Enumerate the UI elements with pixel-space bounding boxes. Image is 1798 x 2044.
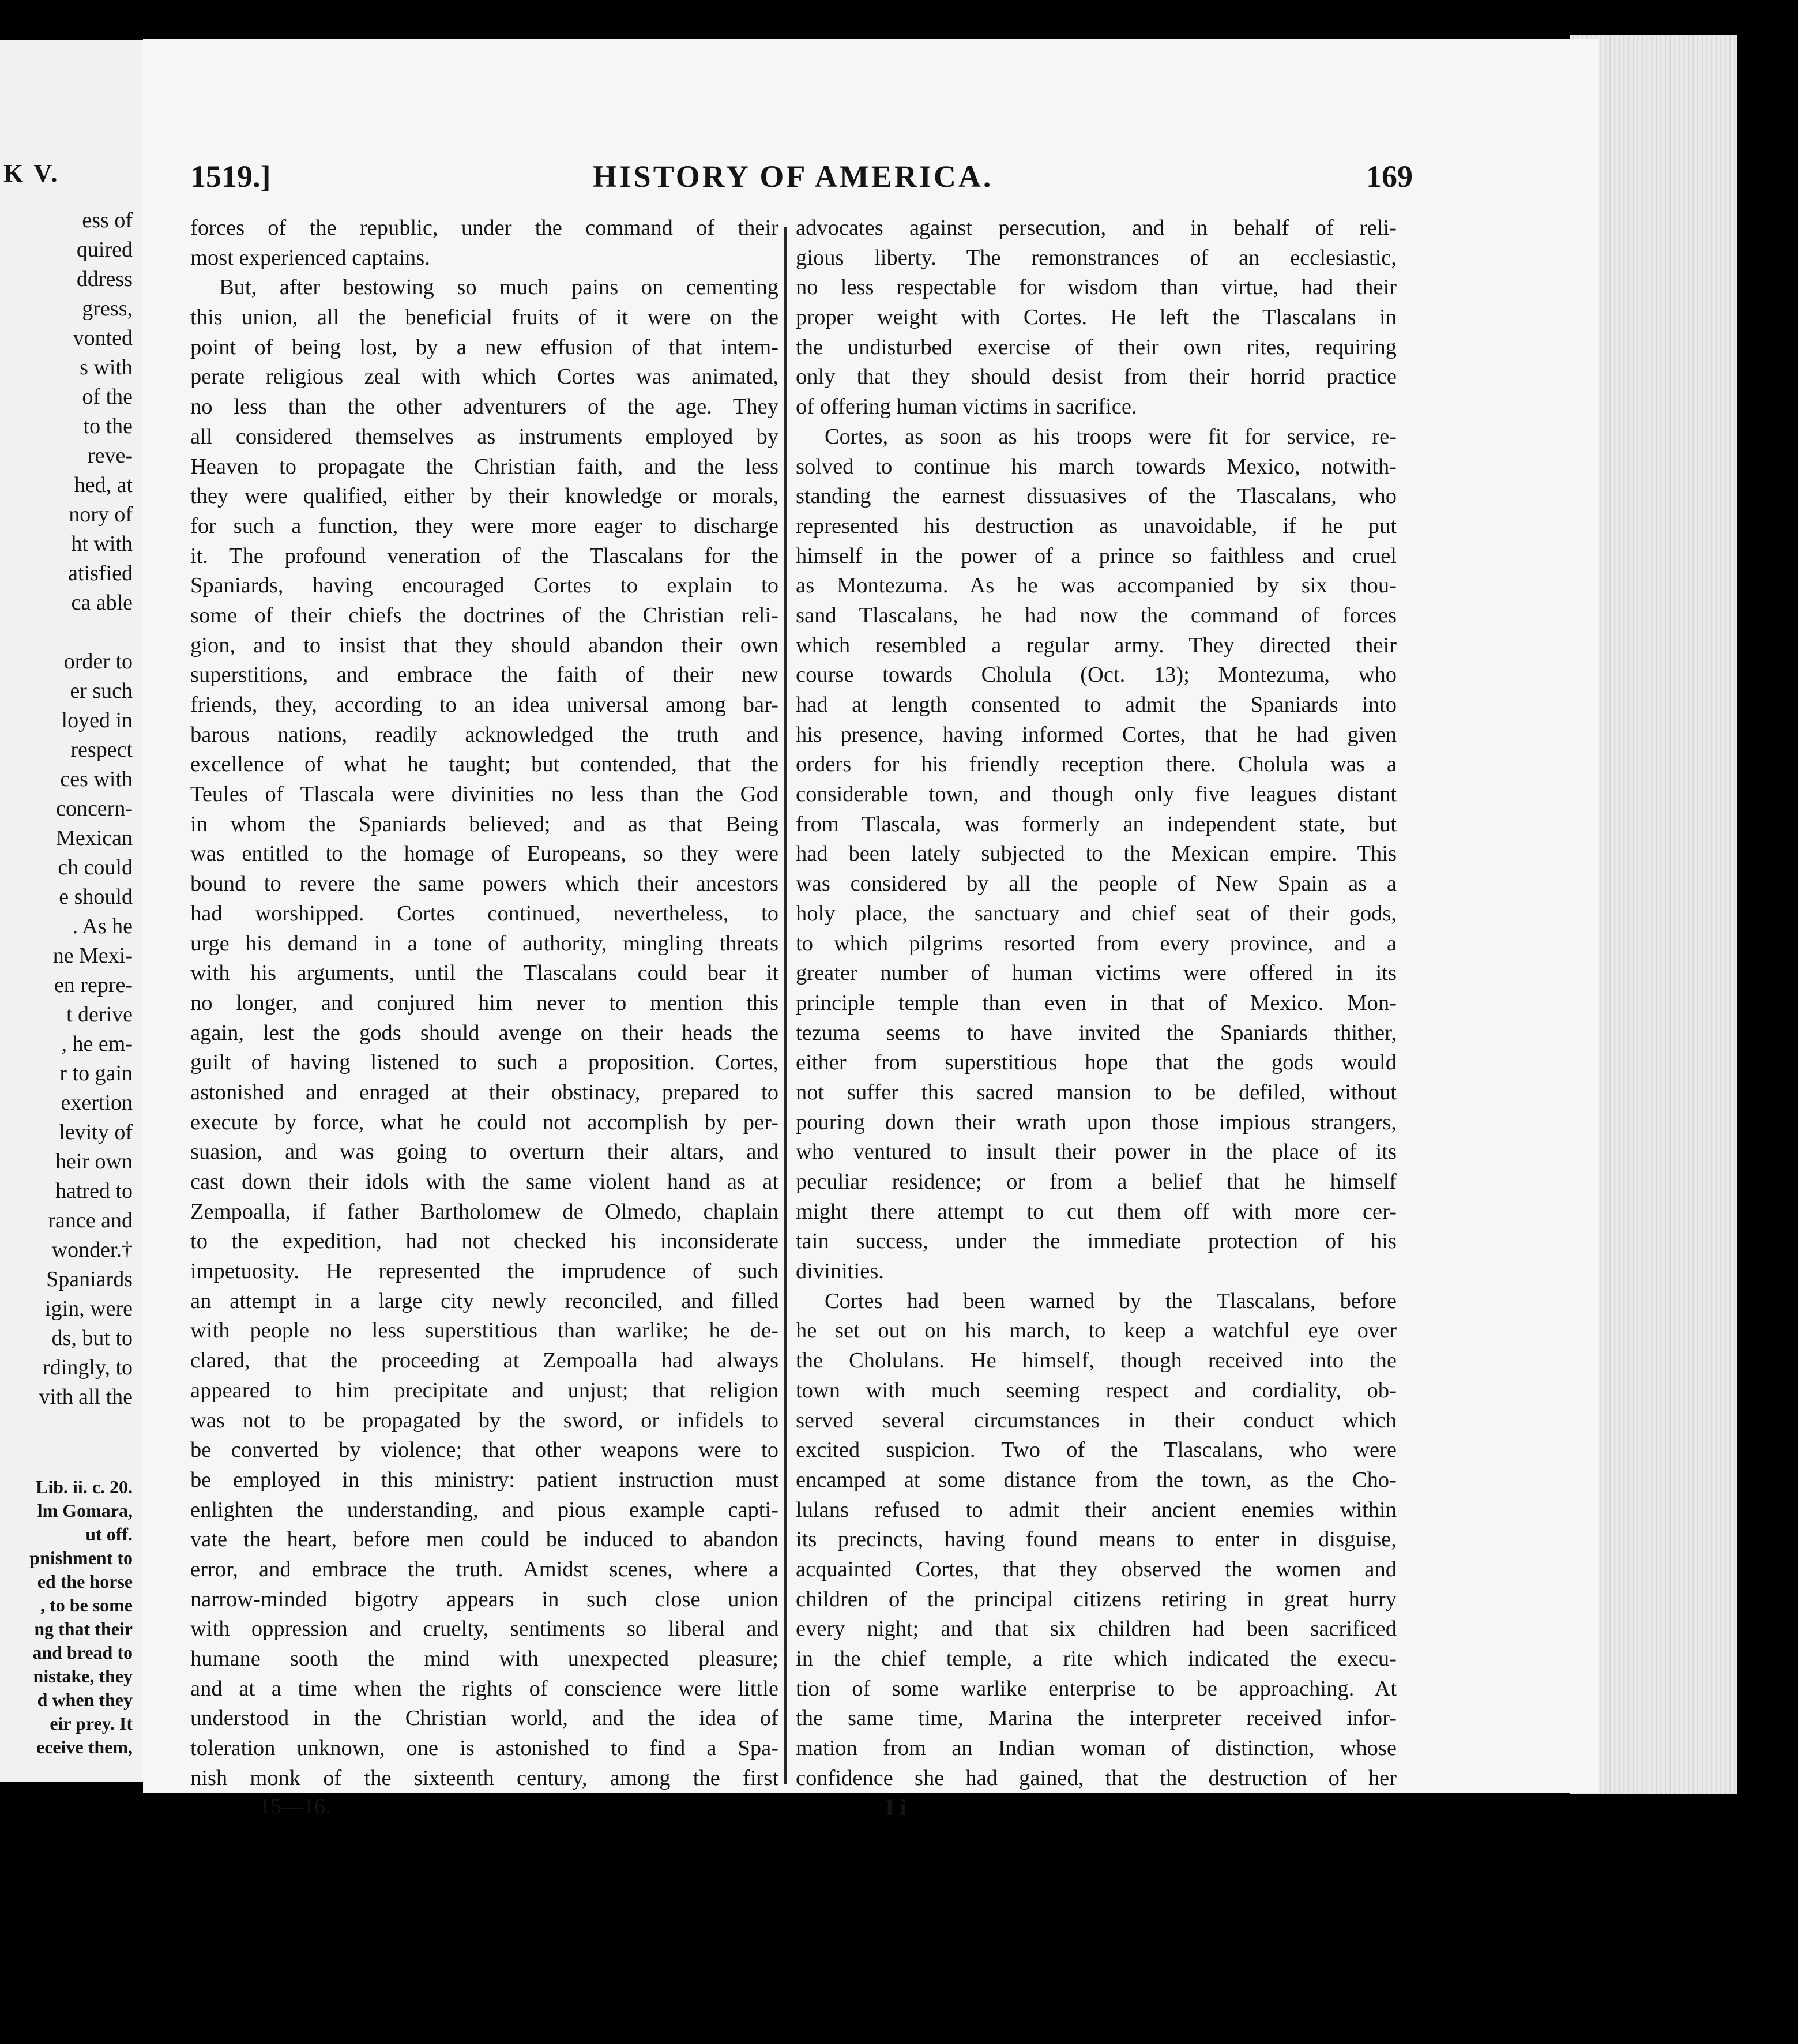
facing-page-line: e should bbox=[59, 885, 133, 909]
facing-page-line bbox=[0, 619, 143, 649]
text-line: cast down their idols with the same violent hand as at bbox=[190, 1170, 778, 1194]
text-line: orders for his friendly reception there. Cholula was a bbox=[796, 752, 1397, 777]
text-line: peculiar residence; or from a belief that he himself bbox=[796, 1170, 1397, 1194]
facing-page-line: exertion bbox=[61, 1091, 133, 1115]
text-line: the undisturbed exercise of their own rites, requiring bbox=[796, 335, 1397, 359]
text-line: not suffer this sacred mansion to be defiled, without bbox=[796, 1080, 1397, 1104]
facing-page-line: Spaniards bbox=[46, 1267, 133, 1291]
facing-page-line: order to bbox=[63, 649, 133, 674]
right-column-text bbox=[796, 213, 1397, 1793]
text-line: divinities. bbox=[796, 1259, 884, 1284]
facing-page-line: to the bbox=[83, 414, 133, 438]
text-line: might there attempt to cut them off with more cer- bbox=[796, 1199, 1397, 1224]
text-line: Heaven to propagate the Christian faith, and the less bbox=[190, 454, 778, 479]
text-line: advocates against persecution, and in behalf of reli- bbox=[796, 216, 1397, 240]
text-line: standing the earnest dissuasives of the Tlascalans, who bbox=[796, 484, 1397, 509]
facing-page-line: ds, but to bbox=[51, 1326, 133, 1350]
text-line: it. The profound veneration of the Tlascalans for the bbox=[190, 543, 778, 568]
text-line: excellence of what he taught; but contended, that the bbox=[190, 752, 778, 777]
text-line: no longer, and conjured him never to mention this bbox=[190, 990, 778, 1015]
facing-page-line: rdingly, to bbox=[43, 1355, 133, 1380]
text-line: town with much seeming respect and cordiality, ob- bbox=[796, 1378, 1397, 1403]
text-line: clared, that the proceeding at Zempoalla had always bbox=[190, 1348, 778, 1373]
facing-page-line: of the bbox=[82, 385, 133, 409]
facing-page-line: respect bbox=[70, 738, 133, 762]
text-line: holy place, the sanctuary and chief seat of their gods, bbox=[796, 901, 1397, 926]
facing-page-line: d when they bbox=[37, 1689, 133, 1710]
text-line: which resembled a regular army. They directed their bbox=[796, 633, 1397, 657]
text-line: nish monk of the sixteenth century, among the first bbox=[190, 1765, 778, 1790]
text-line: who ventured to insult their power in the place of its bbox=[796, 1140, 1397, 1164]
text-line: no less respectable for wisdom than virtue, had their bbox=[796, 275, 1397, 300]
facing-page-line: ch could bbox=[58, 855, 133, 880]
facing-page-line: ces with bbox=[60, 767, 133, 791]
facing-page-line: ng that their bbox=[34, 1618, 133, 1639]
text-line: acquainted Cortes, that they observed the women and bbox=[796, 1557, 1397, 1581]
text-line: encamped at some distance from the town, as the Cho- bbox=[796, 1467, 1397, 1492]
facing-page-line: , to be some bbox=[40, 1595, 133, 1615]
facing-page-line: reve- bbox=[87, 444, 133, 468]
text-line: again, lest the gods should avenge on their heads the bbox=[190, 1020, 778, 1045]
facing-page-line: lm Gomara, bbox=[37, 1500, 133, 1521]
facing-page-line: ed the horse bbox=[37, 1571, 133, 1592]
text-line: confidence she had gained, that the destruction of her bbox=[796, 1765, 1397, 1790]
text-line: some of their chiefs the doctrines of the Christian reli- bbox=[190, 603, 778, 628]
text-line: impetuosity. He represented the imprudence of such bbox=[190, 1259, 778, 1284]
text-line: he set out on his march, to keep a watchful eye over bbox=[796, 1318, 1397, 1343]
facing-page-line: vith all the bbox=[39, 1385, 133, 1409]
text-line: from Tlascala, was formerly an independent state, but bbox=[796, 811, 1397, 836]
facing-page-line: ut off. bbox=[85, 1524, 133, 1545]
text-line: of offering human victims in sacrifice. bbox=[796, 394, 1137, 419]
text-line: Cortes, as soon as his troops were fit for service, re- bbox=[825, 424, 1397, 449]
facing-page-line: en repre- bbox=[54, 973, 133, 997]
facing-page-line: wonder.† bbox=[51, 1238, 133, 1262]
text-line: Zempoalla, if father Bartholomew de Olmedo, chaplain bbox=[190, 1199, 778, 1224]
text-line: execute by force, what he could not accomplish by per- bbox=[190, 1110, 778, 1134]
facing-page-line: ess of bbox=[82, 208, 133, 232]
facing-page-line: s with bbox=[80, 355, 133, 380]
facing-page-fragment bbox=[0, 40, 143, 1782]
facing-page-line: loyed in bbox=[61, 708, 133, 732]
text-line: tion of some warlike enterprise to be approaching. At bbox=[796, 1676, 1397, 1701]
text-line: with people no less superstitious than warlike; he de- bbox=[190, 1318, 778, 1343]
running-head-title: HISTORY OF AMERICA. bbox=[592, 159, 994, 194]
column-rule bbox=[784, 227, 787, 1784]
text-line: sand Tlascalans, he had now the command of forces bbox=[796, 603, 1397, 628]
text-line: solved to continue his march towards Mexico, notwith- bbox=[796, 454, 1397, 479]
facing-page-line: t derive bbox=[66, 1002, 133, 1027]
text-line: Spaniards, having encouraged Cortes to explain to bbox=[190, 573, 778, 598]
text-line: principle temple than even in that of Mexico. Mon- bbox=[796, 990, 1397, 1015]
text-line: and at a time when the rights of conscience were little bbox=[190, 1676, 778, 1701]
text-line: bound to revere the same powers which their ancestors bbox=[190, 871, 778, 896]
facing-page-line: hed, at bbox=[74, 473, 133, 497]
facing-page-line: nistake, they bbox=[33, 1666, 133, 1686]
facing-page-notes bbox=[0, 1476, 143, 1760]
text-line: point of being lost, by a new effusion of that intem- bbox=[190, 335, 778, 359]
text-line: was not to be propagated by the sword, or infidels to bbox=[190, 1408, 778, 1433]
text-line: in whom the Spaniards believed; and as that Being bbox=[190, 811, 778, 836]
text-line: be employed in this ministry: patient instruction must bbox=[190, 1467, 778, 1492]
facing-page-line: levity of bbox=[59, 1120, 133, 1144]
facing-page-line: er such bbox=[70, 679, 133, 703]
text-line: proper weight with Cortes. He left the Tlascalans in bbox=[796, 305, 1397, 330]
text-line: Teules of Tlascala were divinities no less than the God bbox=[190, 782, 778, 807]
text-line: barous nations, readily acknowledged the truth and bbox=[190, 722, 778, 747]
facing-page-line: rance and bbox=[48, 1208, 133, 1233]
text-line: with his arguments, until the Tlascalans could bear it bbox=[190, 961, 778, 986]
text-line: perate religious zeal with which Cortes was animated, bbox=[190, 365, 778, 389]
facing-page-line: Mexican bbox=[56, 826, 133, 850]
text-line: greater number of human victims were offered in its bbox=[796, 961, 1397, 986]
text-line: to which pilgrims resorted from every province, and a bbox=[796, 931, 1397, 956]
text-line: every night; and that six children had been sacrificed bbox=[796, 1617, 1397, 1641]
text-line: had been lately subjected to the Mexican empire. This bbox=[796, 841, 1397, 866]
facing-page-line: igin, were bbox=[45, 1297, 133, 1321]
text-line: was entitled to the homage of Europeans, so they were bbox=[190, 841, 778, 866]
facing-page-line: pnishment to bbox=[29, 1547, 133, 1568]
left-column-text bbox=[190, 213, 778, 1793]
text-line: they were qualified, either by their knowledge or morals, bbox=[190, 484, 778, 509]
text-line: lulans refused to admit their ancient enemies within bbox=[796, 1497, 1397, 1522]
text-line: guilt of having listened to such a proposition. Cortes, bbox=[190, 1050, 778, 1075]
page-number: 169 bbox=[1366, 159, 1413, 194]
text-line: its precincts, having found means to enter in disguise, bbox=[796, 1527, 1397, 1552]
facing-page-line: Lib. ii. c. 20. bbox=[35, 1476, 133, 1497]
text-line: with oppression and cruelty, sentiments so liberal and bbox=[190, 1617, 778, 1641]
text-line: tezuma seems to have invited the Spaniards thither, bbox=[796, 1020, 1397, 1045]
signature-mark-right: I i bbox=[885, 1794, 906, 1820]
text-line: friends, they, according to an idea universal among bar- bbox=[190, 693, 778, 717]
text-line: excited suspicion. Two of the Tlascalans, who were bbox=[796, 1438, 1397, 1463]
facing-page-line: atisfied bbox=[68, 561, 133, 585]
text-line: the same time, Marina the interpreter received infor- bbox=[796, 1706, 1397, 1731]
text-line: mation from an Indian woman of distinction, whose bbox=[796, 1736, 1397, 1761]
facing-page-line: ddress bbox=[76, 267, 133, 291]
facing-page-line: . As he bbox=[72, 914, 133, 938]
facing-page-header: K V. bbox=[3, 159, 60, 187]
text-line: understood in the Christian world, and the idea of bbox=[190, 1706, 778, 1731]
facing-page-line: gress, bbox=[82, 296, 133, 321]
facing-page-line: ht with bbox=[71, 532, 133, 556]
text-line: toleration unknown, one is astonished to find a Spa- bbox=[190, 1736, 778, 1761]
signature-mark-left: 15—16. bbox=[259, 1794, 331, 1818]
facing-page-line: eir prey. It bbox=[50, 1713, 133, 1734]
text-line: urge his demand in a tone of authority, mingling threats bbox=[190, 931, 778, 956]
text-line: superstitions, and embrace the faith of their new bbox=[190, 663, 778, 687]
text-line: himself in the power of a prince so faithless and cruel bbox=[796, 543, 1397, 568]
text-line: to the expedition, had not checked his inconsiderate bbox=[190, 1229, 778, 1254]
facing-page-line: hatred to bbox=[55, 1179, 133, 1203]
facing-page-line: nory of bbox=[69, 502, 133, 527]
facing-page-line: quired bbox=[76, 238, 133, 262]
text-line: gious liberty. The remonstrances of an ecclesiastic, bbox=[796, 245, 1397, 270]
text-line: suasion, and was going to overturn their altars, and bbox=[190, 1140, 778, 1164]
text-line: was considered by all the people of New Spain as a bbox=[796, 871, 1397, 896]
facing-page-line: concern- bbox=[56, 796, 133, 821]
text-line: appeared to him precipitate and unjust; that religion bbox=[190, 1378, 778, 1403]
text-line: considerable town, and though only five leagues distant bbox=[796, 782, 1397, 807]
running-head-year: 1519.] bbox=[190, 159, 271, 194]
facing-page-line: r to gain bbox=[59, 1061, 133, 1085]
text-line: served several circumstances in their conduct which bbox=[796, 1408, 1397, 1433]
text-line: this union, all the beneficial fruits of it were on the bbox=[190, 305, 778, 330]
text-line: tain success, under the immediate protection of his bbox=[796, 1229, 1397, 1254]
text-line: had worshipped. Cortes continued, nevertheless, to bbox=[190, 901, 778, 926]
text-line: But, after bestowing so much pains on cementing bbox=[219, 275, 778, 300]
text-line: astonished and enraged at their obstinacy, prepared to bbox=[190, 1080, 778, 1104]
text-line: as Montezuma. As he was accompanied by six thou- bbox=[796, 573, 1397, 598]
facing-page-line: eceive them, bbox=[36, 1737, 133, 1757]
facing-page-line: , he em- bbox=[61, 1032, 133, 1056]
text-line: children of the principal citizens retiring in great hurry bbox=[796, 1587, 1397, 1611]
text-line: gion, and to insist that they should abandon their own bbox=[190, 633, 778, 657]
text-line: represented his destruction as unavoidable, if he put bbox=[796, 513, 1397, 538]
text-line: narrow-minded bigotry appears in such close union bbox=[190, 1587, 778, 1611]
text-line: the Cholulans. He himself, though received into the bbox=[796, 1348, 1397, 1373]
text-line: either from superstitious hope that the gods would bbox=[796, 1050, 1397, 1075]
text-line: enlighten the understanding, and pious example capti- bbox=[190, 1497, 778, 1522]
running-head bbox=[173, 159, 1413, 199]
text-line: Cortes had been warned by the Tlascalans, before bbox=[825, 1288, 1397, 1313]
facing-page-line: vonted bbox=[73, 326, 133, 350]
text-line: only that they should desist from their horrid practice bbox=[796, 365, 1397, 389]
text-line: vate the heart, before men could be induced to abandon bbox=[190, 1527, 778, 1552]
text-line: all considered themselves as instruments employed by bbox=[190, 424, 778, 449]
facing-page-line: ca able bbox=[71, 591, 133, 615]
facing-page-text bbox=[0, 208, 143, 1414]
text-line: error, and embrace the truth. Amidst scenes, where a bbox=[190, 1557, 778, 1581]
text-line: an attempt in a large city newly reconciled, and filled bbox=[190, 1288, 778, 1313]
text-line: course towards Cholula (Oct. 13); Montezuma, who bbox=[796, 663, 1397, 687]
text-line: pouring down their wrath upon those impious strangers, bbox=[796, 1110, 1397, 1134]
facing-page-line: and bread to bbox=[32, 1642, 133, 1663]
facing-page-line: heir own bbox=[55, 1149, 133, 1174]
text-line: had at length consented to admit the Spaniards into bbox=[796, 693, 1397, 717]
text-line: most experienced captains. bbox=[190, 245, 430, 270]
text-line: no less than the other adventurers of the age. They bbox=[190, 394, 778, 419]
text-line: for such a function, they were more eager to discharge bbox=[190, 513, 778, 538]
text-line: be converted by violence; that other weapons were to bbox=[190, 1438, 778, 1463]
text-line: his presence, having informed Cortes, that he had given bbox=[796, 722, 1397, 747]
text-line: in the chief temple, a rite which indicated the execu- bbox=[796, 1647, 1397, 1671]
text-line: forces of the republic, under the command of their bbox=[190, 216, 778, 240]
text-line: humane sooth the mind with unexpected pleasure; bbox=[190, 1647, 778, 1671]
facing-page-line: ne Mexi- bbox=[52, 944, 133, 968]
